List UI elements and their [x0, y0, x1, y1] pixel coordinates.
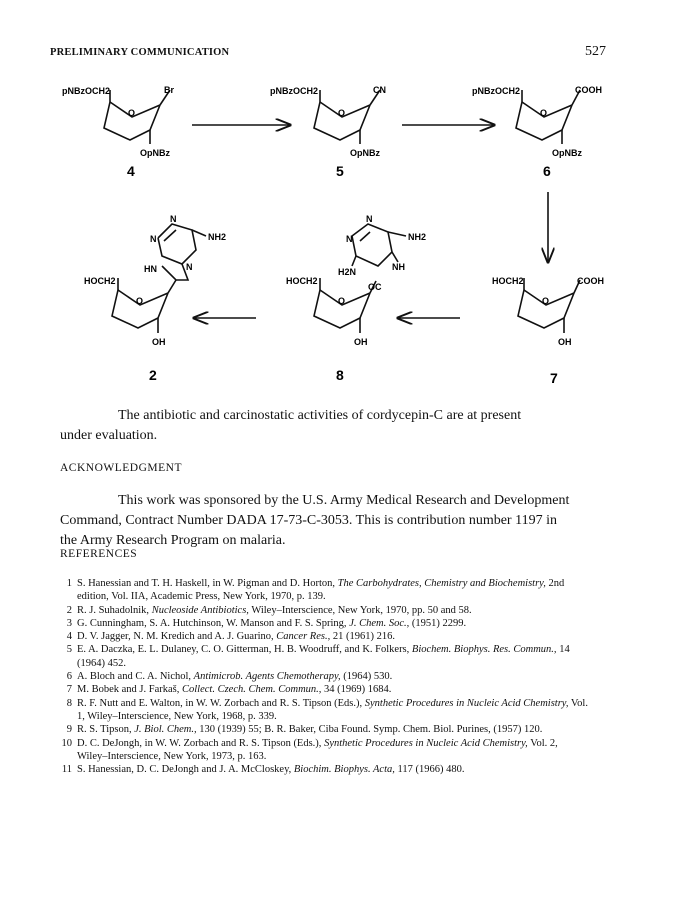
label-2-hn: HN — [144, 264, 157, 274]
activity-line-2: under evaluation. — [60, 428, 158, 443]
running-title: PRELIMINARY COMMUNICATION — [50, 47, 230, 58]
label-2-ring-n: N — [170, 214, 177, 224]
reaction-scheme — [0, 60, 677, 400]
label-8-nh: NH — [392, 262, 405, 272]
label-7-1prime: COOH — [577, 276, 604, 286]
reference-item: 2 R. J. Suhadolnik, Nucleoside Antibiotics, Wiley–Interscience, New York, 1970, pp. 50 and 58. — [66, 604, 472, 616]
reference-item: 7 M. Bobek and J. Farkaš, Collect. Czech. Chem. Commun., 34 (1969) 1684. — [66, 684, 392, 696]
ack-line-3: the Army Research Program on malaria. — [60, 533, 286, 548]
reference-item: 10 D. C. DeJongh, in W. W. Zorbach and R. S. Tipson (Eds.), Synthetic Procedures in Nucleic Acid Chemistry, Vol. 2, Wiley–Interscience, New York, 1973, p. 163. — [61, 737, 558, 762]
reference-item: 9 R. S. Tipson, J. Biol. Chem., 130 (1939) 55; B. R. Baker, Ciba Found. Symp. Chem. Biol. Purines, (1957) 120. — [66, 724, 543, 736]
reference-item: 3 G. Cunningham, S. A. Hutchinson, W. Manson and F. S. Spring, J. Chem. Soc., (1951) 2299. — [66, 617, 467, 629]
label-7-3prime: OH — [558, 337, 572, 347]
label-8-3prime: OH — [354, 337, 368, 347]
furanose-ring-4 — [104, 90, 170, 144]
compound-number-8: 8 — [336, 367, 344, 383]
ring-oxygen-5: O — [338, 108, 346, 118]
label-8-ring-n2: N — [346, 234, 353, 244]
pyrimidine-ring-8 — [352, 224, 406, 266]
ring-oxygen-8: O — [338, 296, 346, 306]
ring-oxygen-2: O — [136, 296, 144, 306]
ring-oxygen-4: O — [128, 108, 136, 118]
label-5-3prime: OpNBz — [350, 148, 380, 158]
ring-oxygen-7: O — [542, 296, 550, 306]
furanose-ring-6 — [516, 90, 580, 144]
reference-list — [60, 577, 590, 776]
reference-item: 6 A. Bloch and C. A. Nichol, Antimicrob. Agents Chemotherapy, (1964) 530. — [66, 671, 393, 683]
label-2-nh2: NH2 — [208, 232, 227, 242]
furanose-ring-5 — [314, 90, 380, 144]
label-5-5prime: pNBzOCH2 — [270, 86, 319, 96]
ack-line-2: Command, Contract Number DADA 17-73-C-3053. This is contribution number 1197 in — [60, 513, 557, 528]
page-number: 527 — [585, 44, 606, 59]
label-2-ring-n2: N — [150, 234, 157, 244]
purine-ring-2 — [158, 224, 206, 280]
label-2-ring-n3: N — [186, 262, 193, 272]
compound-number-2: 2 — [149, 367, 157, 383]
references-heading: REFERENCES — [60, 548, 138, 560]
label-4-5prime: pNBzOCH2 — [62, 86, 111, 96]
label-8-5prime: HOCH2 — [286, 276, 318, 286]
reference-item: 1 S. Hanessian and T. H. Haskell, in W. Pigman and D. Horton, The Carbohydrates, Chemistry and Biochemistry, 2nd edition, Vol. IIA, Academic Press, New York, 1970, p. 139. — [66, 578, 565, 603]
activity-line-1: The antibiotic and carcinostatic activities of cordycepin-C are at present — [118, 408, 522, 423]
reference-item: 5 E. A. Daczka, E. L. Dulaney, C. O. Gitterman, H. B. Woodruff, and K. Folkers, Biochem. Biophys. Res. Commun., 14 (1964) 452. — [66, 644, 570, 669]
label-6-5prime: pNBzOCH2 — [472, 86, 521, 96]
reference-item: 11 S. Hanessian, D. C. DeJongh and J. A. McCloskey, Biochim. Biophys. Acta, 117 (1966) 480. — [61, 764, 465, 776]
reference-item: 4 D. V. Jagger, N. M. Kredich and A. J. Guarino, Cancer Res., 21 (1961) 216. — [66, 631, 395, 643]
ack-line-1: This work was sponsored by the U.S. Army Medical Research and Development — [118, 493, 570, 508]
reference-item: 8 R. F. Nutt and E. Walton, in W. W. Zorbach and R. S. Tipson (Eds.), Synthetic Procedures in Nucleic Acid Chemistry, Vol. 1, Wiley–Interscience, New York, 1968, p. 339. — [66, 697, 588, 722]
label-4-1prime: Br — [164, 85, 175, 95]
label-6-3prime: OpNBz — [552, 148, 582, 158]
label-8-ring-n: N — [366, 214, 373, 224]
acknowledgment-heading: ACKNOWLEDGMENT — [60, 462, 182, 474]
label-8-h2n: H2N — [338, 267, 357, 277]
label-8-1prime: OC — [368, 282, 382, 292]
compound-number-7: 7 — [550, 370, 558, 386]
compound-number-5: 5 — [336, 163, 344, 179]
furanose-ring-2 — [112, 278, 176, 333]
label-8-nh2: NH2 — [408, 232, 427, 242]
label-6-1prime: COOH — [575, 85, 602, 95]
compound-number-6: 6 — [543, 163, 551, 179]
label-2-5prime: HOCH2 — [84, 276, 116, 286]
ring-oxygen-6: O — [540, 108, 548, 118]
label-5-1prime: CN — [373, 85, 386, 95]
label-2-3prime: OH — [152, 337, 166, 347]
label-7-5prime: HOCH2 — [492, 276, 524, 286]
compound-number-4: 4 — [127, 163, 135, 179]
label-4-3prime: OpNBz — [140, 148, 170, 158]
